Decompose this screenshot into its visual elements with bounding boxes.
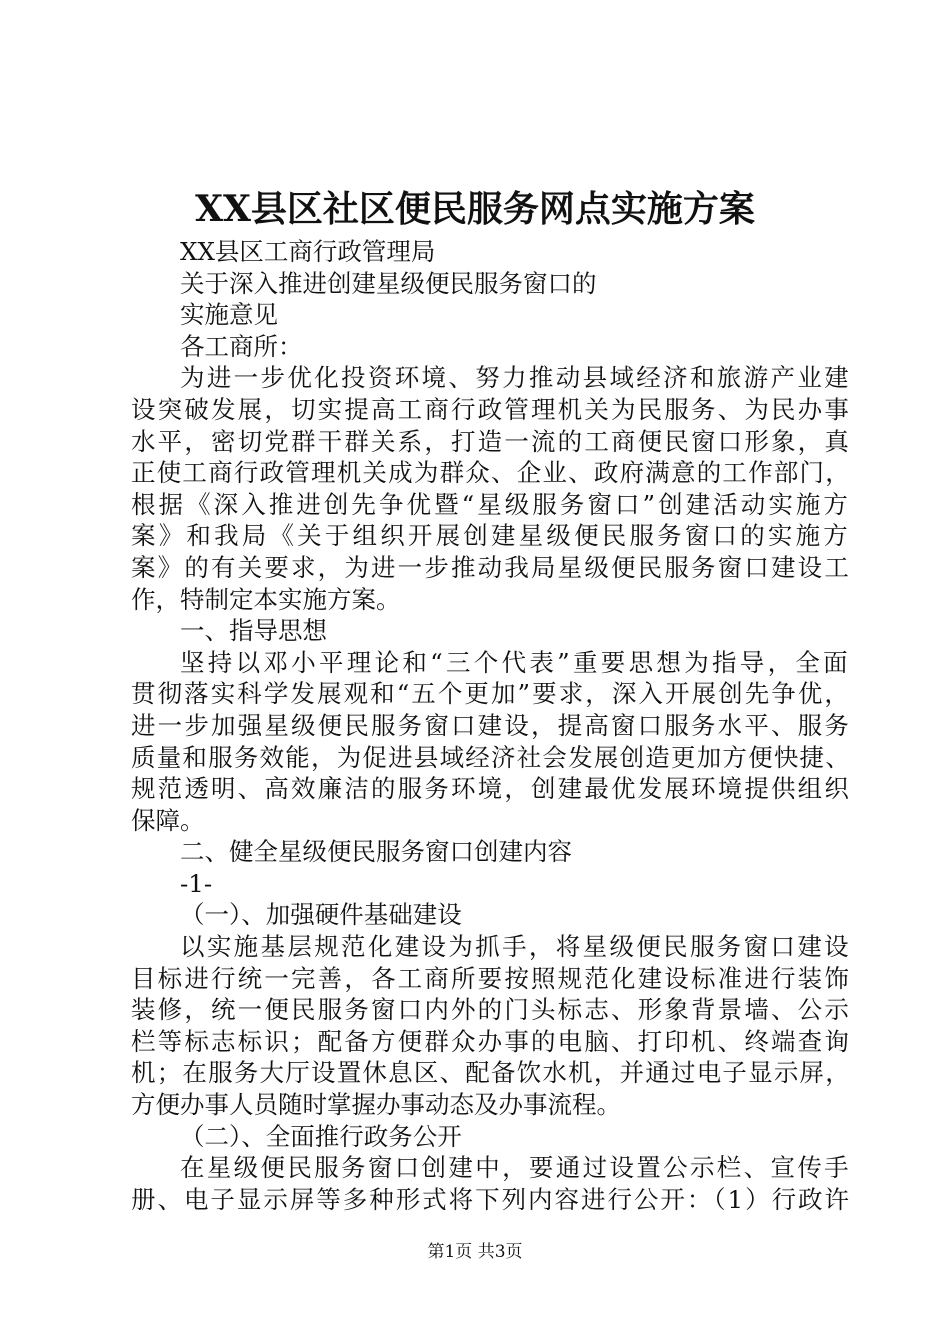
text-line: 根据《深入推进创先争优暨“星级服务窗口”创建活动实施方 — [131, 489, 851, 519]
text-line: 贯彻落实科学发展观和“五个更加”要求，深入开展创先争优， — [131, 679, 851, 709]
text-line: 机；在服务大厅设置休息区、配备饮水机，并通过电子显示屏， — [131, 1058, 851, 1088]
text-line: （二）、全面推行政务公开 — [180, 1121, 462, 1151]
text-line: 质量和服务效能，为促进县域经济社会发展创造更加方便快捷、 — [131, 742, 851, 772]
text-line: -1- — [180, 868, 213, 898]
text-line: 册、电子显示屏等多种形式将下列内容进行公开：（1）行政许 — [131, 1184, 851, 1214]
text-line: XX县区工商行政管理局 — [180, 237, 436, 266]
text-line: 保障。 — [131, 805, 205, 835]
text-line: 二、健全星级便民服务窗口创建内容 — [180, 837, 572, 867]
text-line: 水平，密切党群干群关系，打造一流的工商便民窗口形象，真 — [131, 426, 852, 456]
text-line: 装修，统一便民服务窗口内外的门头标志、形象背景墙、公示 — [131, 995, 852, 1025]
text-line: 一、指导思想 — [180, 616, 327, 646]
text-line: 正使工商行政管理机关成为群众、企业、政府满意的工作部门， — [131, 458, 851, 488]
document-body — [131, 236, 851, 1215]
text-line: 规范透明、高效廉洁的服务环境，创建最优发展环境提供组织 — [131, 774, 852, 804]
text-line: 进一步加强星级便民服务窗口建设，提高窗口服务水平、服务 — [131, 710, 852, 740]
text-line: 设突破发展，切实提高工商行政管理机关为民服务、为民办事 — [131, 394, 852, 424]
text-line: 以实施基层规范化建设为抓手，将星级便民服务窗口建设 — [180, 932, 851, 962]
page-footer: 第1页 共3页 — [427, 1242, 523, 1262]
text-line: 关于深入推进创建星级便民服务窗口的 — [180, 268, 597, 298]
text-line: 栏等标志标识；配备方便群众办事的电脑、打印机、终端查询 — [131, 1026, 852, 1056]
text-line: 案》和我局《关于组织开展创建星级便民服务窗口的实施方 — [131, 521, 851, 551]
text-line: 目标进行统一完善，各工商所要按照规范化建设标准进行装饰 — [131, 963, 852, 993]
text-line: 各工商所： — [180, 331, 303, 361]
text-line: 坚持以邓小平理论和“三个代表”重要思想为指导，全面 — [180, 647, 851, 677]
text-line: 案》的有关要求，为进一步推动我局星级便民服务窗口建设工 — [131, 552, 852, 582]
text-line: （一）、加强硬件基础建设 — [180, 900, 462, 930]
text-line: 方便办事人员随时掌握办事动态及办事流程。 — [131, 1090, 621, 1120]
document-title: XX县区社区便民服务网点实施方案 — [195, 188, 755, 230]
text-line: 在星级便民服务窗口创建中，要通过设置公示栏、宣传手 — [180, 1153, 851, 1183]
text-line: 为进一步优化投资环境、努力推动县域经济和旅游产业建 — [180, 363, 851, 393]
text-line: 实施意见 — [180, 300, 278, 330]
text-line: 作，特制定本实施方案。 — [131, 584, 401, 614]
